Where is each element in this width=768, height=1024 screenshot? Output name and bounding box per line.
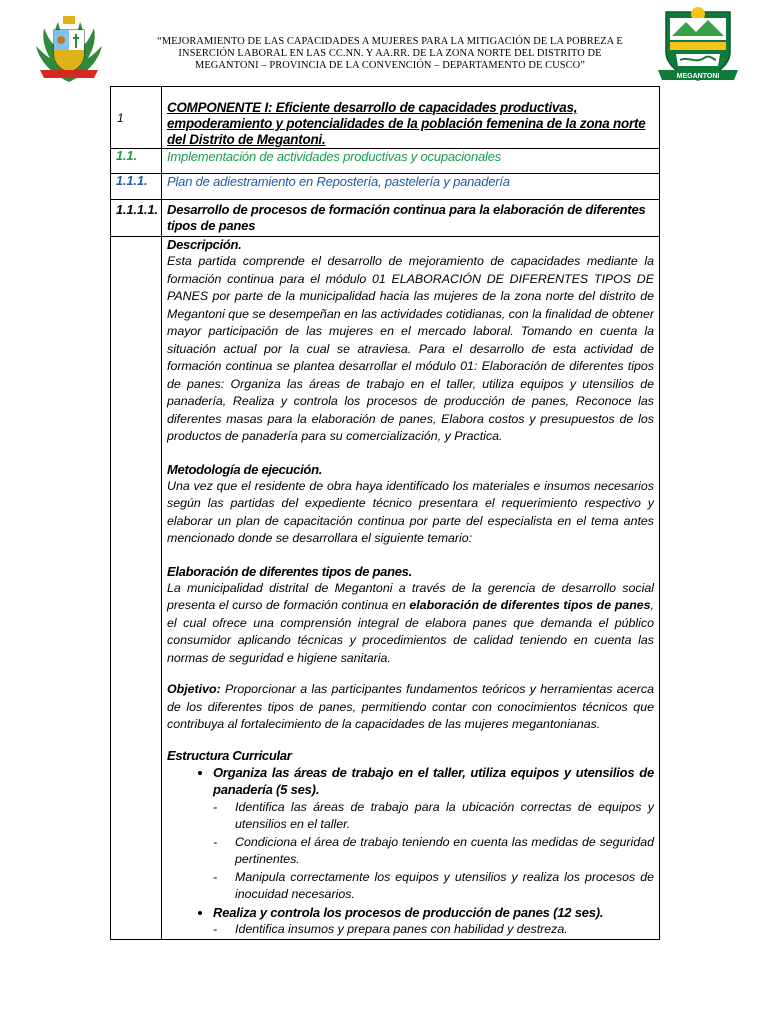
metodologia-heading: Metodología de ejecución. <box>167 461 323 477</box>
bullet-title: Organiza las áreas de trabajo en el taller, utiliza equipos y utensilios de panadería (5 ses). <box>213 764 654 797</box>
peru-coat-of-arms-icon <box>32 12 106 84</box>
project-title-line-1: “MEJORAMIENTO DE LAS CAPACIDADES A MUJERES PARA LA MITIGACIÓN DE LA POBREZA E <box>157 36 623 47</box>
objetivo-body: Proporcionar a las participantes fundamentos teóricos y herramientas acerca de los diferentes tipos de panes, permitiendo contar con conocimientos técnicos que contribuya al fortalecimiento de la capacidades de las mujeres megantonianas. <box>167 682 654 731</box>
item-1-1-1-1-number: 1.1.1.1. <box>111 200 162 237</box>
list-item: - Identifica insumos y prepara panes con habilidad y destreza. <box>213 922 568 936</box>
table-row-1-1 <box>111 149 660 174</box>
metodologia-text: Una vez que el residente de obra haya identificado los materiales e insumos necesarios según las partidas del expediente técnico presentara el requerimiento respectivo y elaborar un plan de capacitación continua por parte del especialista en el tema antes mencionado donde se desarrollara el siguiente temario: <box>167 478 654 545</box>
item-1-1-1-number: 1.1.1. <box>111 174 162 200</box>
component-title: COMPONENTE I: Eficiente desarrollo de capacidades productivas, empoderamiento y potencialidades de la población femenina de la zona norte del Distrito de Megantoni. <box>167 100 646 147</box>
elaboracion-text-bold: elaboración de diferentes tipos de panes <box>409 598 651 612</box>
sub-list <box>213 921 654 939</box>
project-title-line-3: MEGANTONI – PROVINCIA DE LA CONVENCIÓN – DEPARTAMENTO DE CUSCO” <box>195 60 585 72</box>
sub-list <box>213 799 654 904</box>
table-row-component <box>111 87 660 149</box>
item-1-1-number: 1.1. <box>111 149 162 174</box>
list-item <box>213 904 654 939</box>
list-item <box>213 764 654 904</box>
elaboracion-text-a: La municipalidad distrital de Megantoni a través de la gerencia de desarrollo social presenta el curso de formación continua en <box>167 580 654 612</box>
body-content-cell <box>162 237 660 940</box>
table-row-1-1-1 <box>111 174 660 200</box>
curricular-list <box>167 764 654 939</box>
component-cell <box>162 87 660 149</box>
bullet-title: Realiza y controla los procesos de producción de panes (12 ses). <box>213 904 604 920</box>
list-item: - Condiciona el área de trabajo teniendo en cuenta las medidas de seguridad pertinentes. <box>213 834 654 866</box>
body-number-cell <box>111 237 162 940</box>
elaboracion-heading: Elaboración de diferentes tipos de panes. <box>167 563 412 579</box>
item-1-1-1-title: Plan de adiestramiento en Repostería, pastelería y panadería <box>162 174 660 200</box>
objetivo-text <box>167 681 654 734</box>
component-number: 1 <box>111 87 162 149</box>
list-item: - Identifica las áreas de trabajo para la ubicación correctas de equipos y utensilios en el taller. <box>213 799 654 831</box>
item-1-1-1-1-title: Desarrollo de procesos de formación continua para la elaboración de diferentes tipos de panes <box>162 200 660 237</box>
project-title-line-2: INSERCIÓN LABORAL EN LAS CC.NN. Y AA.RR. DE LA ZONA NORTE DEL DISTRITO DE <box>178 48 602 60</box>
item-1-1-title: Implementación de actividades productivas y ocupacionales <box>162 149 660 174</box>
specifications-table <box>110 86 660 940</box>
objetivo-label: Objetivo: <box>167 682 221 696</box>
elaboracion-text-b: , el cual ofrece una comprensión integral de elabora panes que demanda el público consumidor aplicando técnicas y procedimientos de calidad teniendo en cuenta las normas de seguridad e higiene sanitaria. <box>167 598 654 665</box>
descripcion-text: Esta partida comprende el desarrollo de mejoramiento de capacidades mediante la formación continua para el módulo 01 ELABORACIÓN DE DIFERENTES TIPOS DE PANES por parte de la municipalidad hacia las mujeres de la zona norte del distrito de Megantoni que se desempeñan en las actividades cotidianas, con la finalidad de obtener mayor participación de las mujeres en el mercado laboral. Tomando en cuenta la situación actual por la cual se atraviesa. Para el desarrollo de esta actividad de formación continua se plantea desarrollar el módulo 01: Elaboración de diferentes tipos de panes: Organiza las áreas de trabajo en el taller, utiliza equipos y utensilios de panadería, Realiza y controla los procesos de producción de panes, Reconoce las diferentes masas para la elaboración de panes, Elabora costos y presupuestos de los productos de panadería para su comercialización, y Practica. <box>167 254 655 443</box>
descripcion-heading: Descripción. <box>167 237 242 252</box>
list-item: - Manipula correctamente los equipos y utensilios y realiza los procesos de inocuidad necesarios. <box>213 869 654 901</box>
table-row-1-1-1-1 <box>111 200 660 237</box>
megantoni-logo-text: MEGANTONI <box>676 73 720 80</box>
estructura-heading: Estructura Curricular <box>167 747 292 763</box>
megantoni-emblem-icon <box>656 4 740 84</box>
page-header <box>0 0 768 86</box>
elaboracion-text <box>167 580 654 668</box>
project-title <box>140 36 640 73</box>
table-row-body <box>111 237 660 940</box>
